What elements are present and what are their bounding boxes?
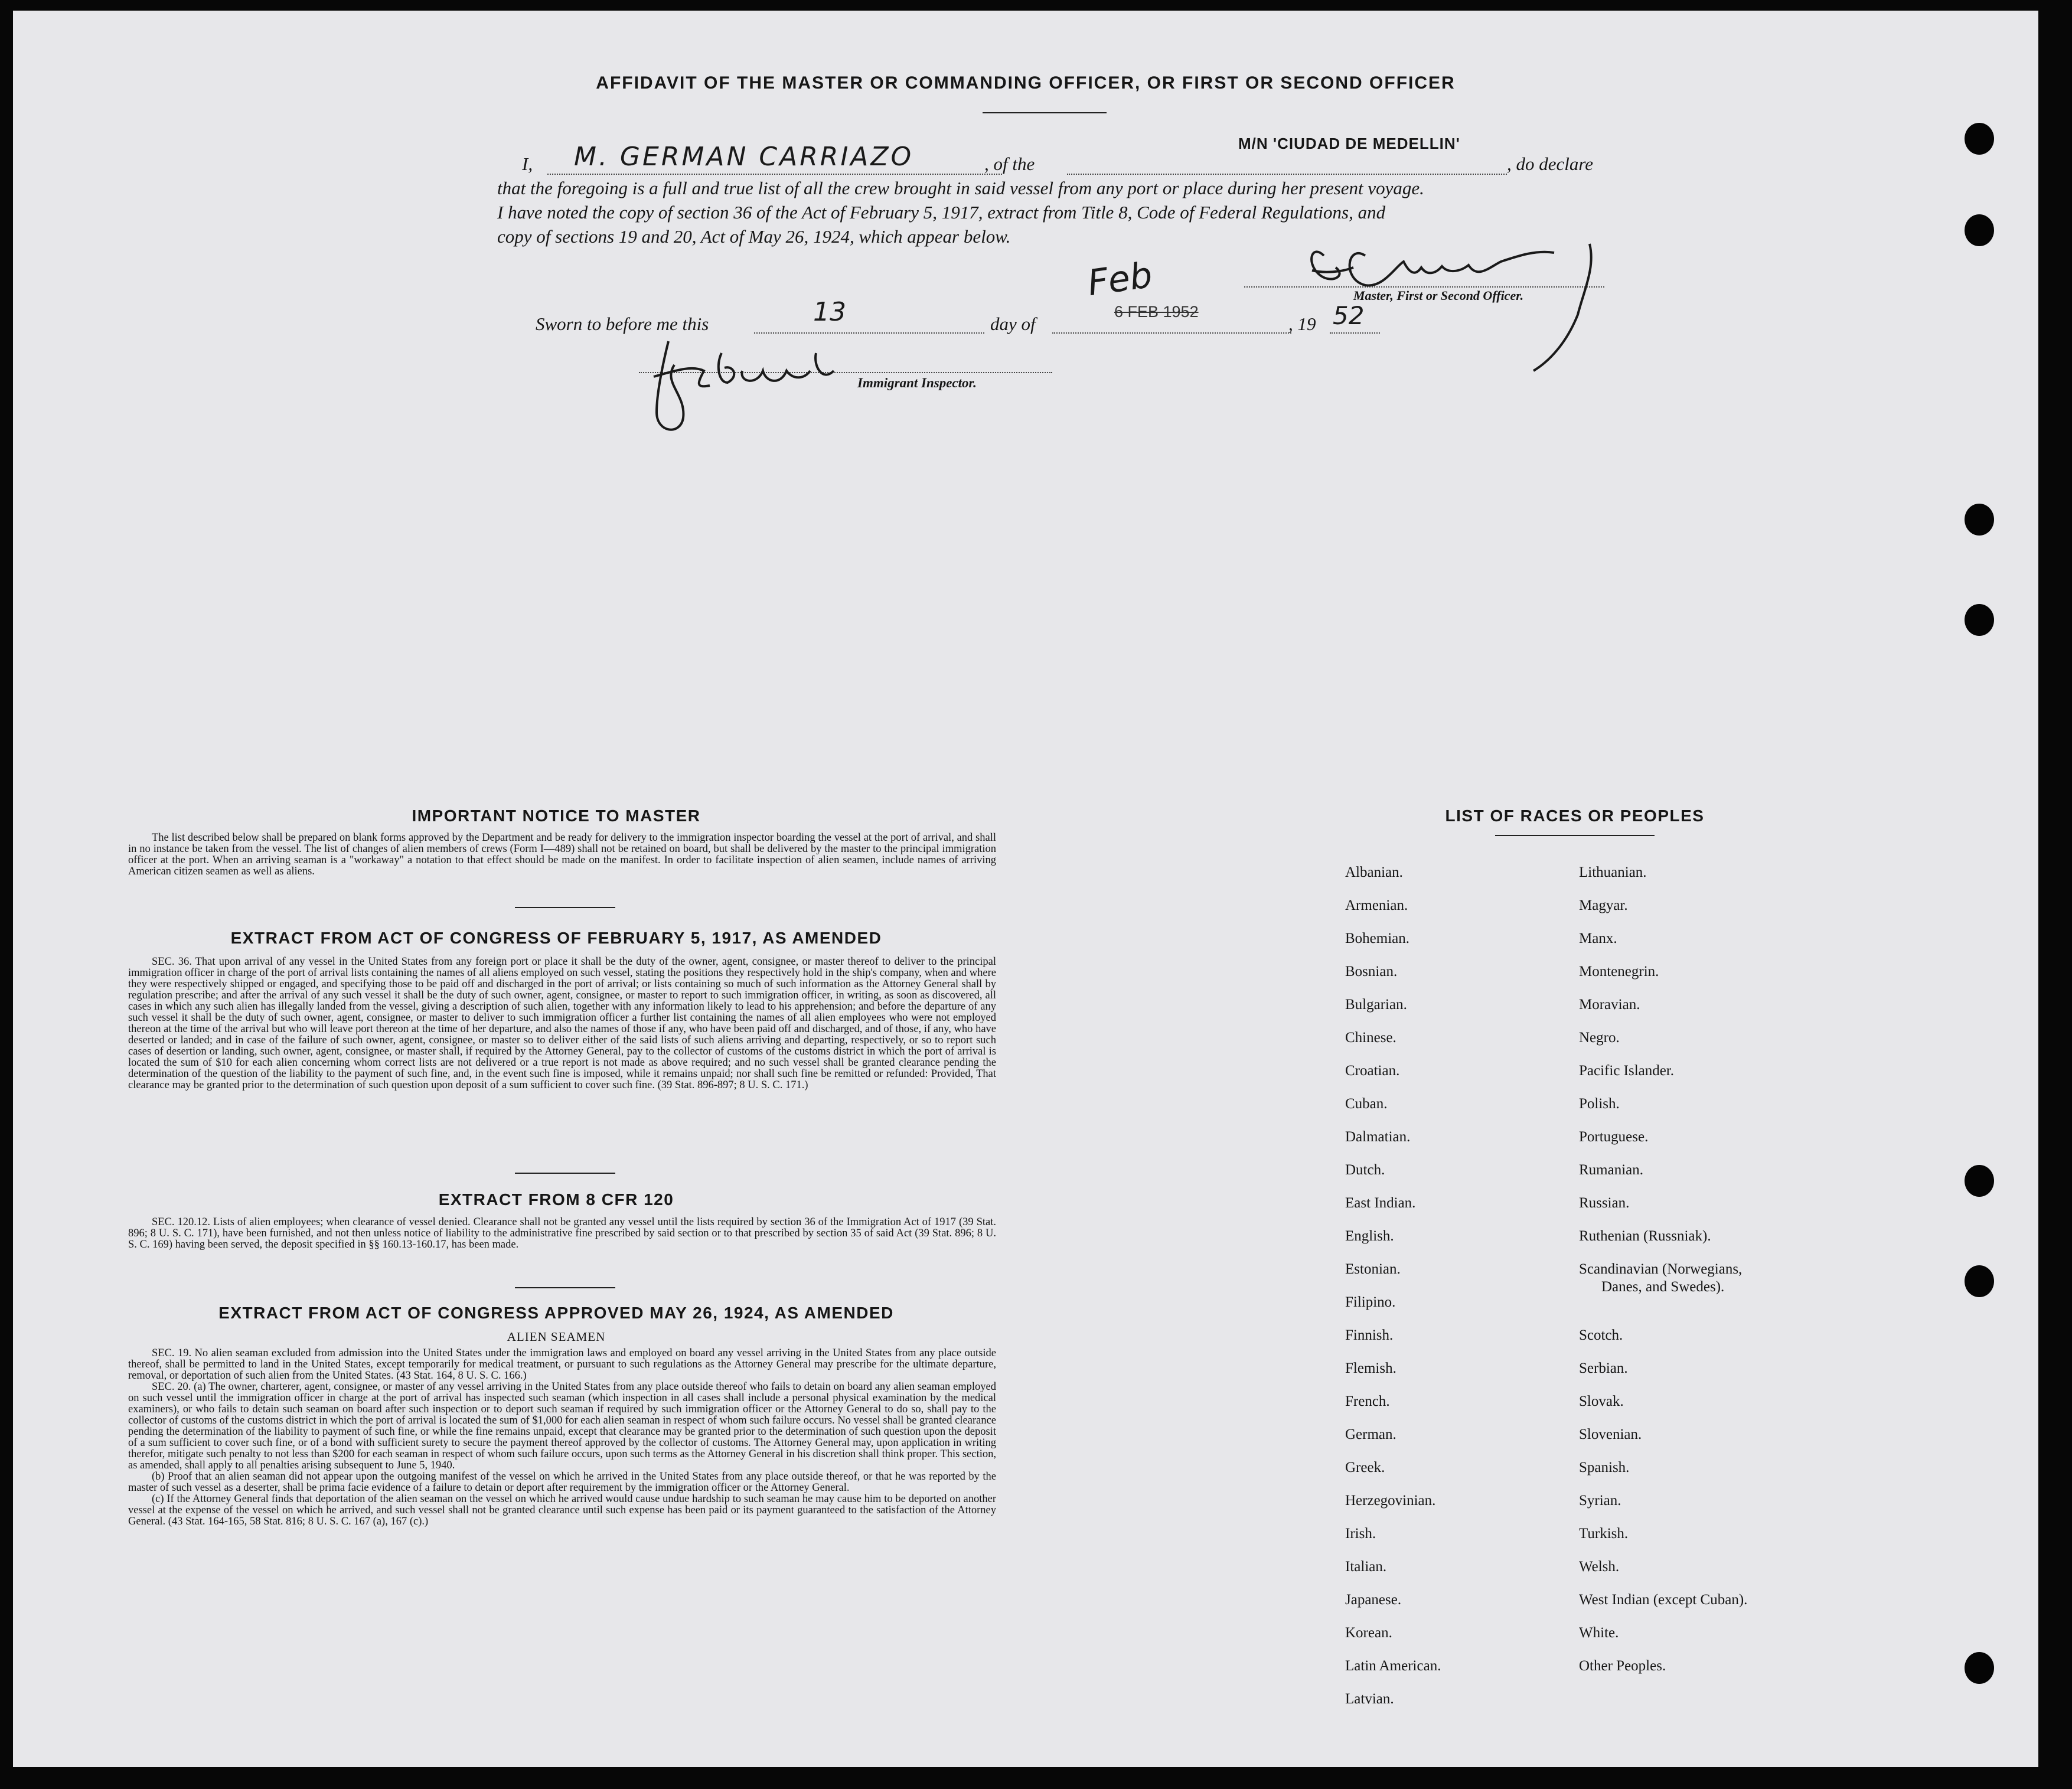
race-item: East Indian. — [1345, 1195, 1416, 1211]
inspector-signature — [639, 329, 875, 448]
notice-title: IMPORTANT NOTICE TO MASTER — [412, 807, 701, 825]
race-item: German. — [1345, 1426, 1396, 1442]
binder-hole-6 — [1965, 1265, 1994, 1297]
binder-hole-2 — [1965, 214, 1994, 246]
extract-cfr-title: EXTRACT FROM 8 CFR 120 — [438, 1190, 674, 1209]
day-of-label: day of — [990, 314, 1036, 334]
race-item: Negro. — [1579, 1030, 1620, 1046]
do-declare-label: , do declare — [1507, 154, 1594, 174]
race-item: Flemish. — [1345, 1360, 1396, 1376]
race-item: Serbian. — [1579, 1360, 1628, 1376]
race-item: Scotch. — [1579, 1327, 1623, 1343]
race-item: Dutch. — [1345, 1162, 1385, 1178]
race-item: Scandinavian (Norwegians, — [1579, 1261, 1743, 1277]
race-item: White. — [1579, 1625, 1619, 1641]
race-item: Turkish. — [1579, 1526, 1629, 1542]
title-rule — [983, 112, 1107, 113]
inspector-label: Immigrant Inspector. — [857, 376, 977, 390]
affidavit-title: AFFIDAVIT OF THE MASTER OR COMMANDING OFFICER, OR FIRST OR SECOND OFFICER — [596, 73, 1456, 93]
race-item: Bohemian. — [1345, 931, 1410, 946]
race-item: Korean. — [1345, 1625, 1392, 1641]
document-page — [13, 11, 2038, 1767]
race-item: Estonian. — [1345, 1261, 1401, 1277]
i-label: I, — [522, 154, 533, 174]
sworn-label: Sworn to before me this — [536, 314, 709, 334]
race-item: Magyar. — [1579, 897, 1628, 913]
race-item: Spanish. — [1579, 1460, 1630, 1475]
race-item: Welsh. — [1579, 1559, 1620, 1575]
race-item: French. — [1345, 1393, 1390, 1409]
race-item: Portuguese. — [1579, 1129, 1649, 1145]
race-item: Armenian. — [1345, 897, 1408, 913]
extract-1924-text: SEC. 19. No alien seaman excluded from admission into the United States under the immigration laws and employed on board any vessel arriving in the United States from any place outside thereof, shall be permitted to land in the United States, except temporarily for medical treatment, or pursuant to such regulations as the Attorney General may prescribe for the ultimate departure, removal, or deportation of such alien from the United States. (43 Stat. 164, 8 U. S. C. 166.) SEC. 20. (a) The owner, charterer, agent, consignee, or master of any vessel arriving in the United States from any place outside thereof who fails to detain on board any alien seaman employed on such vessel until the immigration officer in charge at the port of arrival has inspected such seaman (which inspection in all cases shall include a personal physical examination by the medical examiners), or who fails to detain such seaman on board after such inspection or to deport such seaman if required by such immigration officer or the Attorney General to do so, shall pay to the collector of customs of the customs district in which the port of arrival is located the sum of $1,000 for each alien seaman in respect of whom such failure occurs. No vessel shall be granted clearance pending the determination of the liability to payment of such fine, or while the fine remains unpaid, except that clearance may be granted prior to the determination of such question upon the deposit of a sum sufficient to cover such fine, or of a bond with sufficient surety to secure the payment thereof approved by the collector of customs. The Attorney General may, upon application in writing therefor, mitigate such penalty to not less than $200 for each seaman in respect of whom such failure occurs, upon such terms as the Attorney General in his discretion shall think proper. This section, as amended, shall apply to all penalties arising subsequent to June 5, 1940. (b) Proof that an alien seaman did not appear upon the outgoing manifest of the vessel on which he arrived in the United States from any place outside thereof, or that he was reported by the master of such vessel as a deserter, shall be prima facie evidence of a failure to detain or deport after requirement by the immigration officer or the Attorney General. (c) If the Attorney General finds that deportation of the alien seaman on the vessel on which he arrived would cause undue hardship to such seaman he may cause him to be deported on another vessel at the expense of the vessel on which he arrived, and such vessel shall not be granted clearance until such expense has been paid or its payment guaranteed to the satisfaction of the Attorney General. (43 Stat. 164-165, 58 Stat. 816; 8 U. S. C. 167 (a), 167 (c).) — [128, 1347, 996, 1527]
extract-1924-subtitle: ALIEN SEAMEN — [507, 1330, 606, 1344]
race-item: Slovak. — [1579, 1393, 1624, 1409]
master-label: Master, First or Second Officer. — [1353, 288, 1524, 303]
race-item: Italian. — [1345, 1559, 1387, 1575]
race-item: West Indian (except Cuban). — [1579, 1592, 1748, 1608]
race-item: Other Peoples. — [1579, 1658, 1666, 1674]
date-stamp: 6 FEB 1952 — [1114, 303, 1199, 321]
race-item: Latvian. — [1345, 1691, 1394, 1707]
race-item: Slovenian. — [1579, 1426, 1642, 1442]
master-name-handwritten: M. GERMAN CARRIAZO — [574, 142, 914, 172]
year-handwritten: 52 — [1333, 301, 1365, 330]
binder-hole-3 — [1965, 504, 1994, 536]
extract-1917-title: EXTRACT FROM ACT OF CONGRESS OF FEBRUARY 5, 1917, AS AMENDED — [230, 929, 882, 947]
race-item: Pacific Islander. — [1579, 1063, 1675, 1079]
races-title: LIST OF RACES OR PEOPLES — [1445, 807, 1705, 825]
affidavit-line-2: that the foregoing is a full and true list of all the crew brought in said vessel from any port or place during her present voyage. — [497, 178, 1424, 198]
race-item: Cuban. — [1345, 1096, 1388, 1112]
race-item: Ruthenian (Russniak). — [1579, 1228, 1711, 1244]
race-item: Lithuanian. — [1579, 864, 1647, 880]
extract-cfr-text: SEC. 120.12. Lists of alien employees; when clearance of vessel denied. Clearance shall not be granted any vessel until the lists required by section 36 of the Immigration Act of 1917 (39 Stat. 896; 8 U. S. C. 171), have been furnished, and not then unless notice of liability to the administrative fine prescribed by said section or to that prescribed by section 35 of said Act (39 Stat. 896; 8 U. S. C. 169) having been served, the deposit specified in §§ 160.13-160.17, has been made. — [128, 1216, 996, 1251]
month-handwritten: Feb — [1085, 254, 1155, 305]
race-item: Chinese. — [1345, 1030, 1396, 1046]
race-item: Bulgarian. — [1345, 997, 1407, 1013]
race-item: Rumanian. — [1579, 1162, 1644, 1178]
sworn-day-handwritten: 13 — [813, 297, 846, 327]
extract-1917-text: SEC. 36. That upon arrival of any vessel in the United States from any foreign port or place it shall be the duty of the owner, agent, consignee, or master thereof to deliver to the principal immigration officer in charge of the port of arrival lists containing the names of all aliens employed on such vessel, stating the positions they respectively hold in the ship's company, when and where they were respectively shipped or engaged, and specifying those to be paid off and discharged in the port of arrival; or lists containing so much of such information as the Attorney General shall by regulation prescribe; and after the arrival of any such vessel it shall be the duty of such owner, agent, consignee, or master to report to such immigration officer, in writing, as soon as discovered, all cases in which any such alien has illegally landed from the vessel, giving a description of such alien, together with any information likely to lead to his apprehension; and before the departure of any such vessel it shall be the duty of such owner, agent, consignee, or master to deliver to such immigration officer a further list containing the names of all alien employees who were not employed thereon at the time of the arrival but who will leave port thereon at the time of her departure, and also the names of those if any, who have been paid off and discharged, and of those, if any, who have deserted or landed; and in case of the failure of such owner, agent, consignee, or master so to deliver either of the said lists of such aliens arriving and departing, respectively, or so to report such cases of desertion or landing, such owner, agent, consignee, or master shall, if required by the Attorney General, pay to the collector of customs of the customs district in which the port of arrival is located the sum of $10 for each alien concerning whom correct lists are not delivered or a true report is not made as above required; and no such vessel shall be granted clearance pending the determination of the question of the liability to the payment of such fine, and, in the event such fine is imposed, while it remains unpaid; nor shall such fine be remitted or refunded: Provided, That clearance may be granted prior to the determination of such question upon deposit of a sum sufficient to cover such fine. (39 Stat. 896-897; 8 U. S. C. 171.) — [128, 956, 996, 1091]
race-item: Croatian. — [1345, 1063, 1400, 1079]
race-item: Finnish. — [1345, 1327, 1394, 1343]
race-item: Greek. — [1345, 1460, 1385, 1475]
race-item: Montenegrin. — [1579, 964, 1659, 980]
race-item: Syrian. — [1579, 1493, 1621, 1509]
race-item: Irish. — [1345, 1526, 1376, 1542]
race-item: Polish. — [1579, 1096, 1620, 1112]
notice-text: The list described below shall be prepared on blank forms approved by the Department and be ready for delivery to the immigration inspector boarding the vessel at the port of arrival, and shall in no instance be taken from the vessel. The list of changes of alien members of crews (Form I—489) shall not be retained on board, but shall be delivered by the master to the principal immigration officer at the port. When an arriving seaman is a "workaway" a notation to that effect should be made on the manifest. In order to facilitate inspection of alien seamen, include names of arriving American citizen seamen as well as aliens. — [128, 832, 996, 877]
race-item: English. — [1345, 1228, 1394, 1244]
vessel-name: M/N 'CIUDAD DE MEDELLIN' — [1238, 135, 1460, 152]
race-item: Japanese. — [1345, 1592, 1402, 1608]
binder-hole-5 — [1965, 1165, 1994, 1197]
of-the-label: , of the — [984, 154, 1035, 174]
binder-hole-7 — [1965, 1652, 1994, 1684]
race-item: Russian. — [1579, 1195, 1630, 1211]
year-prefix: , 19 — [1288, 314, 1316, 334]
race-item: Filipino. — [1345, 1294, 1396, 1310]
race-item: Albanian. — [1345, 864, 1403, 880]
race-item: Manx. — [1579, 931, 1617, 946]
binder-hole-1 — [1965, 123, 1994, 155]
extract-1924-title: EXTRACT FROM ACT OF CONGRESS APPROVED MAY 26, 1924, AS AMENDED — [218, 1304, 894, 1322]
race-item: Dalmatian. — [1345, 1129, 1411, 1145]
race-item: Latin American. — [1345, 1658, 1441, 1674]
race-item: Danes, and Swedes). — [1601, 1279, 1725, 1295]
affidavit-line-4: copy of sections 19 and 20, Act of May 26, 1924, which appear below. — [497, 226, 1011, 247]
race-item: Herzegovinian. — [1345, 1493, 1436, 1509]
race-item: Moravian. — [1579, 997, 1640, 1013]
race-item: Bosnian. — [1345, 964, 1398, 980]
affidavit-line-3: I have noted the copy of section 36 of the Act of February 5, 1917, extract from Title 8, Code of Federal Regulations, and — [497, 202, 1386, 223]
binder-hole-4 — [1965, 604, 1994, 636]
